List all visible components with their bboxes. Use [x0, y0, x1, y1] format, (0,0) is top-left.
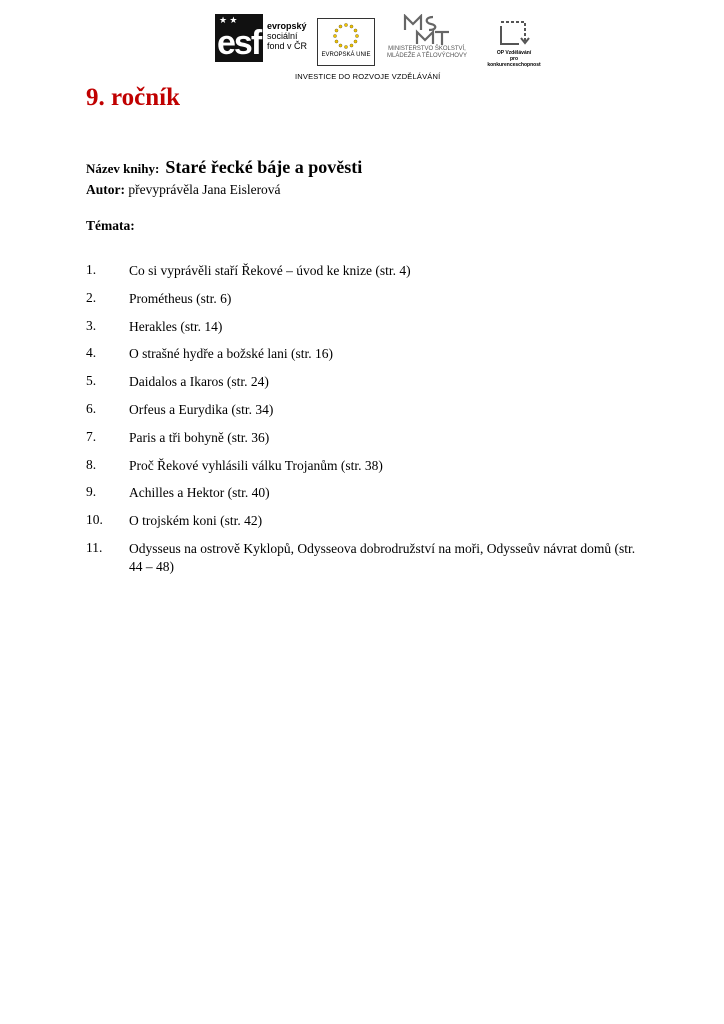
- msmt-caption-line: MLÁDEŽE A TĚLOVÝCHOVY: [387, 53, 467, 59]
- op-arrow-icon: [497, 18, 531, 48]
- list-item-number: 4.: [86, 345, 97, 361]
- msmt-logo: [381, 14, 473, 64]
- author-label: Autor:: [86, 182, 125, 197]
- op-caption: [483, 50, 545, 68]
- list-item-number: 11.: [86, 539, 103, 555]
- book-label: Název knihy:: [86, 161, 160, 176]
- topics-heading: Témata:: [86, 218, 135, 233]
- op-caption-line: OP Vzdělávání: [496, 50, 532, 56]
- list-item-number: 6.: [86, 400, 97, 416]
- op-logo: [483, 16, 545, 66]
- eu-stars-icon: [330, 22, 362, 50]
- book-title: Staré řecké báje a pověsti: [165, 157, 363, 177]
- list-item: [86, 484, 646, 502]
- list-item-text: Co si vyprávěli staří Řekové – úvod ke knize (str. 4): [129, 263, 411, 278]
- eu-caption: EVROPSKÁ UNIE: [321, 52, 371, 58]
- list-item-text: O trojském koni (str. 42): [129, 513, 263, 529]
- op-caption-line: pro konkurenceschopnost: [487, 56, 541, 68]
- list-item-text: Prométheus (str. 6): [129, 290, 232, 306]
- list-item: [86, 540, 646, 576]
- list-item-number: 1.: [86, 262, 97, 277]
- list-item: [86, 373, 646, 391]
- list-item-number: 8.: [86, 456, 97, 472]
- esf-logo-text: esf: [217, 24, 261, 62]
- list-item-number: 2.: [86, 289, 97, 305]
- list-item-number: 10.: [86, 512, 103, 528]
- list-item-text: Paris a tři bohyně (str. 36): [129, 429, 270, 445]
- list-item: [86, 429, 646, 447]
- list-item: [86, 345, 646, 363]
- page-title: 9. ročník: [86, 84, 180, 111]
- list-item-text: Orfeus a Eurydika (str. 34): [129, 401, 274, 417]
- list-item-number: 7.: [86, 428, 97, 444]
- topics-list: [86, 262, 646, 586]
- list-item-text: Odysseus na ostrově Kyklopů, Odysseova dobrodružství na moři, Odysseův návrat domů (str. 44 – 48): [129, 540, 636, 574]
- msmt-caption-line: MINISTERSTVO ŠKOLSTVÍ,: [388, 46, 466, 52]
- list-item: [86, 318, 646, 336]
- list-item-text: Daidalos a Ikaros (str. 24): [129, 374, 269, 390]
- tagline: INVESTICE DO ROZVOJE VZDĚLÁVÁNÍ: [295, 72, 441, 81]
- list-item-text: Achilles a Hektor (str. 40): [129, 485, 270, 501]
- list-item-text: Proč Řekové vyhlásili válku Trojanům (str. 38): [129, 457, 383, 473]
- esf-logo: [215, 14, 311, 62]
- list-item: [86, 290, 646, 308]
- list-item: [86, 512, 646, 530]
- esf-caption-line: sociální: [267, 31, 298, 41]
- eu-logo: [317, 18, 375, 66]
- list-item-text: Herakles (str. 14): [129, 318, 223, 334]
- list-item-number: 9.: [86, 484, 97, 500]
- list-item-text: O strašné hydře a božské lani (str. 16): [129, 346, 333, 362]
- msmt-logo-mark: [403, 14, 451, 46]
- list-item: [86, 401, 646, 419]
- author-value: převyprávěla Jana Eislerová: [128, 182, 281, 197]
- esf-caption: [267, 21, 307, 51]
- author-line: [86, 182, 281, 198]
- list-item-number: 3.: [86, 317, 97, 333]
- header-logos: [215, 14, 545, 84]
- book-line: [86, 157, 362, 178]
- list-item: [86, 262, 646, 280]
- esf-caption-line: fond v ČR: [267, 41, 308, 51]
- esf-caption-line: evropský: [267, 21, 307, 31]
- esf-logo-mark: [215, 14, 263, 62]
- msmt-caption: [381, 46, 473, 60]
- list-item: [86, 457, 646, 475]
- star-icon: ★ ★: [219, 15, 238, 25]
- list-item-number: 5.: [86, 373, 97, 389]
